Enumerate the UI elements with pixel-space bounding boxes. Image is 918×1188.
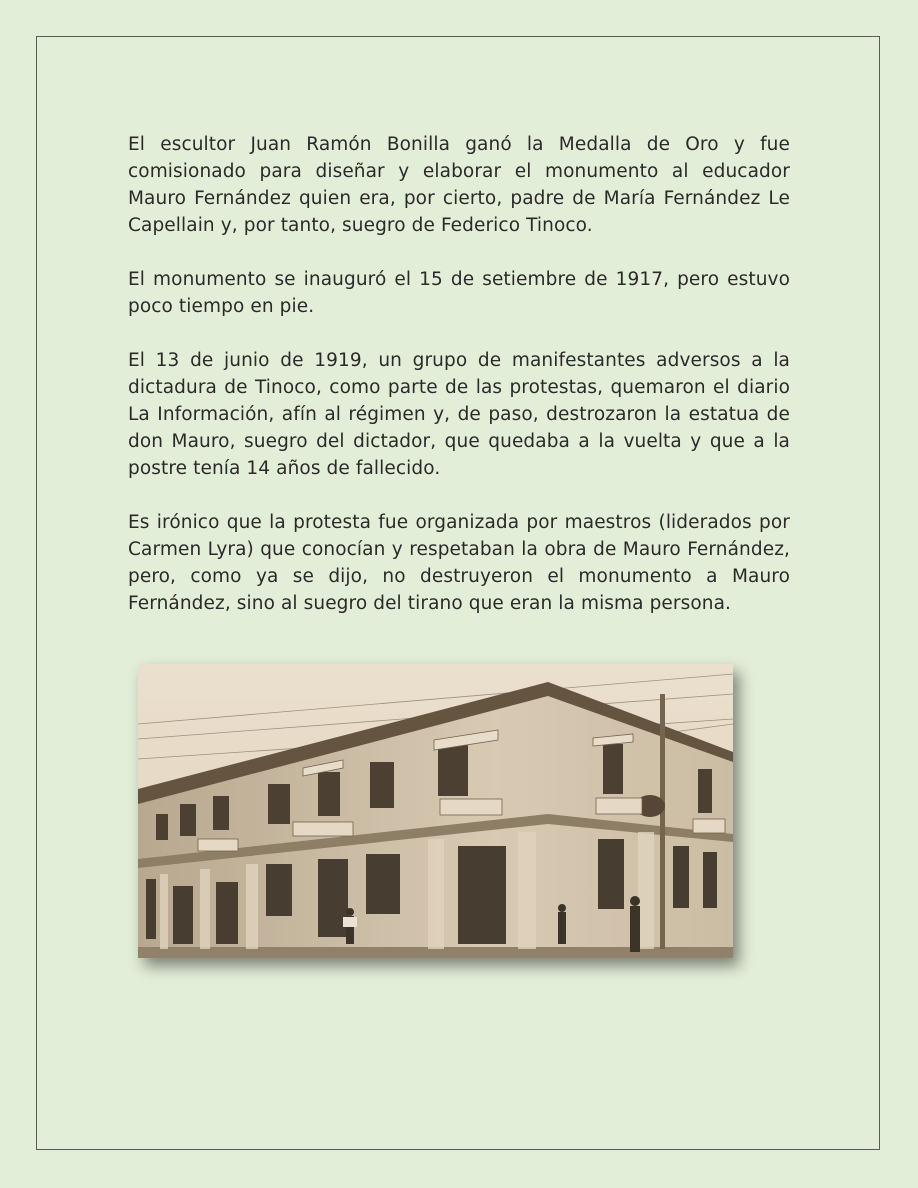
- text-body: [128, 131, 790, 644]
- paragraph-3: El 13 de junio de 1919, un grupo de manifestantes adversos a la dictadura de Tinoco, como parte de las protestas, quemaron el diario La Información, afín al régimen y, de paso, destrozaron la estatua de don Mauro, suegro del dictador, que quedaba a la vuelta y que a la postre tenía 14 años de fallecido.: [128, 350, 790, 479]
- paragraph-2: El monumento se inauguró el 15 de setiembre de 1917, pero estuvo poco tiempo en pie.: [128, 269, 790, 317]
- paragraph-4: Es irónico que la protesta fue organizada por maestros (liderados por Carmen Lyra) que conocían y respetaban la obra de Mauro Fernández, pero, como ya se dijo, no destruyeron el monumento a Mauro Fernández, sino al suegro del tirano que eran la misma persona.: [128, 512, 790, 614]
- historic-building-photo: [138, 664, 733, 958]
- paragraph-1: El escultor Juan Ramón Bonilla ganó la Medalla de Oro y fue comisionado para diseñar y elaborar el monumento al educador Mauro Fernández quien era, por cierto, padre de María Fernández Le Capellain y, por tanto, suegro de Federico Tinoco.: [128, 134, 790, 236]
